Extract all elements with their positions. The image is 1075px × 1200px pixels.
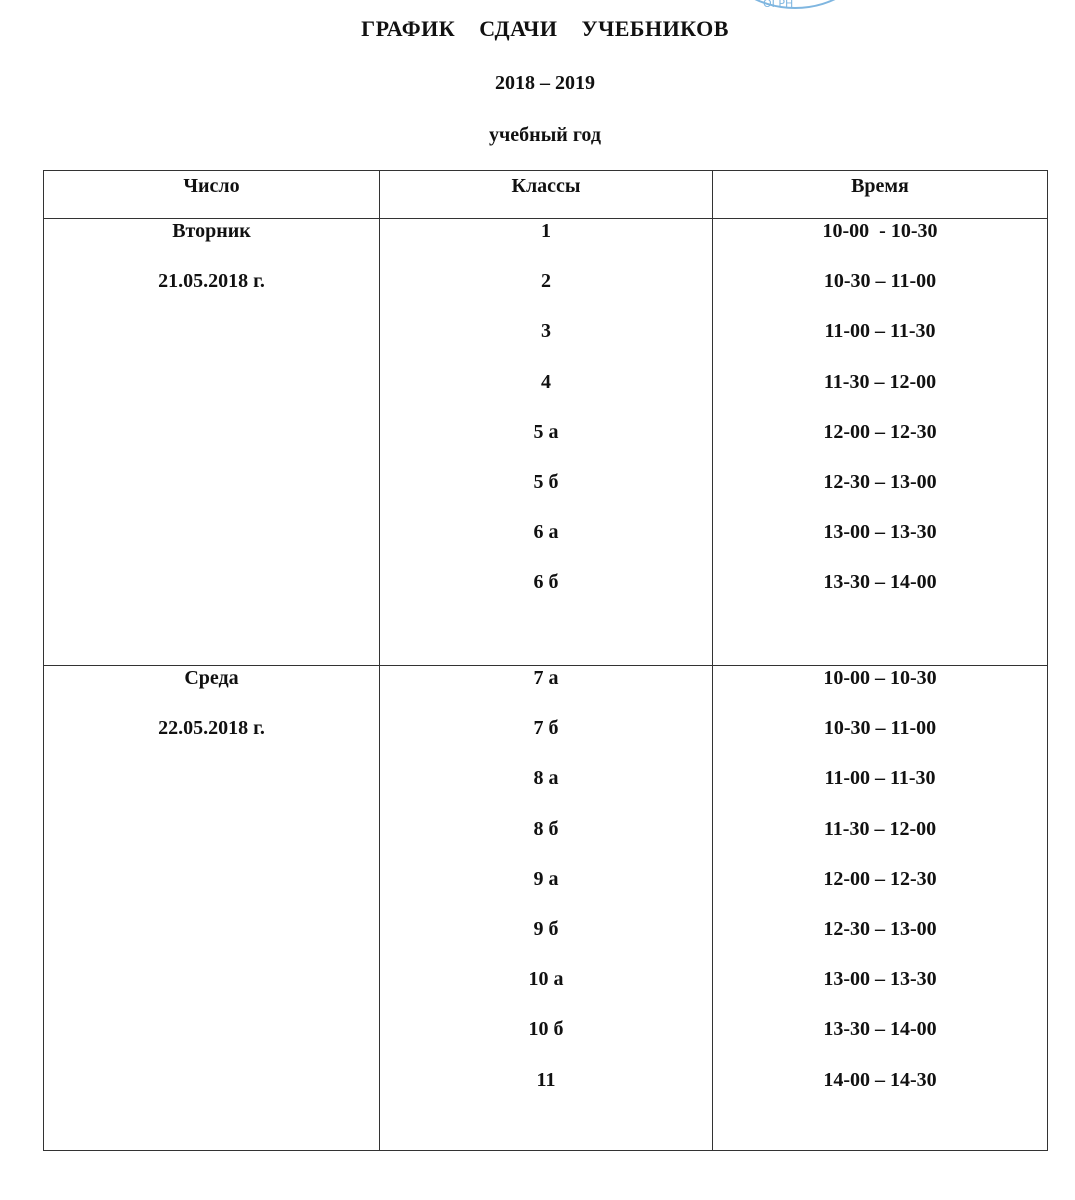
time-slot: 10-30 – 11-00: [823, 717, 937, 740]
time-slot: 13-30 – 14-00: [823, 1018, 937, 1041]
class-label: 2: [541, 270, 551, 293]
class-label: 6 а: [533, 521, 559, 544]
class-label: 4: [541, 370, 551, 393]
time-slot: 10-00 - 10-30: [822, 220, 938, 242]
table-row: [44, 666, 1048, 1151]
time-slot: 12-00 – 12-30: [823, 867, 937, 890]
time-slot: 10-30 – 11-00: [823, 270, 937, 293]
page-title: ГРАФИК СДАЧИ УЧЕБНИКОВ: [361, 16, 729, 41]
class-label: 7 а: [533, 667, 559, 689]
time-slot: 11-30 – 12-00: [823, 817, 937, 840]
school-stamp: [715, 0, 875, 15]
schedule-table: [43, 170, 1048, 1151]
classes-cell: [380, 666, 713, 1151]
day-name: Вторник: [172, 220, 251, 242]
date-cell: [44, 219, 380, 666]
time-slot: 10-00 – 10-30: [823, 667, 937, 689]
column-header-date: Число: [44, 171, 380, 219]
class-label: 11: [536, 1068, 556, 1091]
time-slot: 12-30 – 13-00: [823, 917, 937, 940]
class-label: 7 б: [533, 717, 559, 740]
class-label: 6 б: [533, 571, 559, 594]
class-label: 8 б: [533, 817, 559, 840]
time-slot: 12-00 – 12-30: [823, 420, 937, 443]
time-slot: 11-30 – 12-00: [823, 370, 937, 393]
day-name: Среда: [184, 667, 239, 689]
time-slot: 11-00 – 11-30: [824, 320, 936, 343]
classes-cell: [380, 219, 713, 666]
time-slot: 13-00 – 13-30: [823, 521, 937, 544]
time-slot: 14-00 – 14-30: [823, 1068, 937, 1091]
time-slot: 13-00 – 13-30: [823, 968, 937, 991]
time-slot: 13-30 – 14-00: [823, 571, 937, 594]
class-label: 9 а: [533, 867, 559, 890]
times-cell: [713, 219, 1048, 666]
date-cell: [44, 666, 380, 1151]
class-label: 1: [541, 220, 551, 242]
column-header-classes: Классы: [380, 171, 713, 219]
times-cell: [713, 666, 1048, 1151]
time-slot: 12-30 – 13-00: [823, 470, 937, 493]
stamp-text: ОГРН: [763, 0, 794, 10]
day-date: 22.05.2018 г.: [158, 717, 265, 740]
class-label: 8 а: [533, 767, 559, 790]
table-row: [44, 219, 1048, 666]
class-label: 9 б: [533, 917, 559, 940]
time-slot: 11-00 – 11-30: [824, 767, 936, 790]
class-label: 3: [541, 320, 551, 343]
class-label: 10 а: [528, 968, 564, 991]
day-date: 21.05.2018 г.: [158, 270, 265, 293]
school-years: 2018 – 2019: [495, 72, 595, 94]
class-label: 5 а: [533, 420, 559, 443]
column-header-time: Время: [713, 171, 1048, 219]
class-label: 5 б: [533, 470, 559, 493]
page-subtitle: учебный год: [489, 124, 601, 146]
table-header-row: [44, 171, 1048, 219]
class-label: 10 б: [528, 1018, 564, 1041]
